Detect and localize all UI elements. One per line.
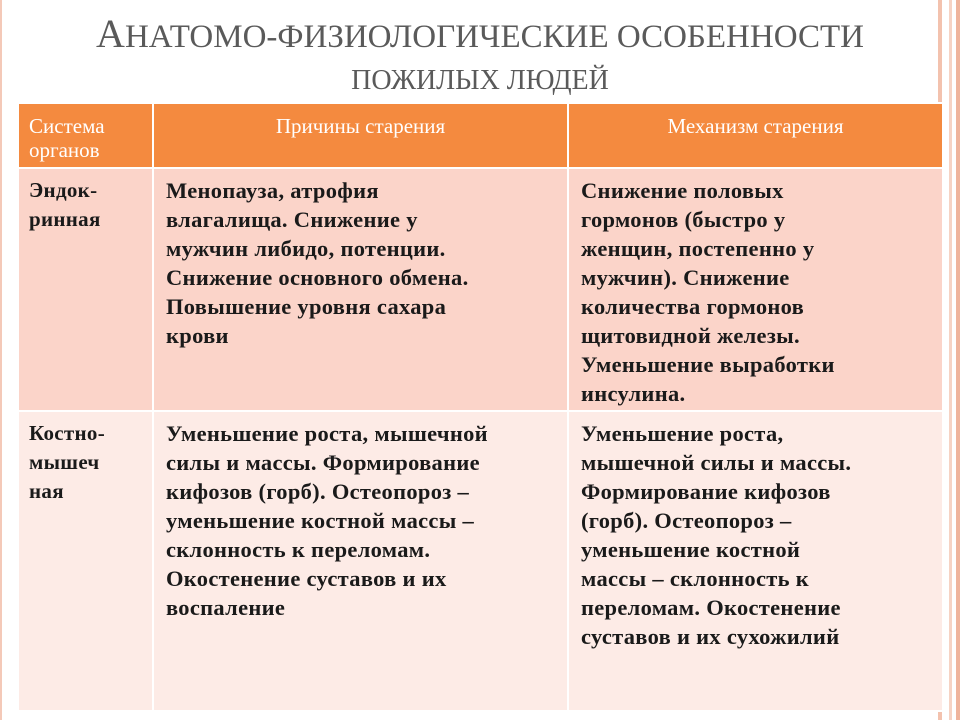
cell-text: Повышение уровня сахара	[166, 294, 447, 319]
cell-text: Уменьшение выработки	[581, 352, 835, 377]
cell-text: Снижение половых	[581, 178, 784, 203]
cell-text: инсулина.	[581, 381, 686, 406]
cell-text: склонность к переломам.	[166, 537, 431, 562]
right-decorative-stripe	[956, 0, 960, 720]
cell-text: кифозов (горб). Остеопороз –	[166, 479, 470, 504]
cell-system	[18, 168, 153, 411]
cell-mechanism	[568, 411, 943, 711]
cell-text: Уменьшение роста,	[581, 421, 784, 446]
cell-text: Окостенение суставов и их	[166, 566, 447, 591]
cell-text: уменьшение костной массы –	[166, 508, 475, 533]
header-causes: Причины старения	[153, 103, 568, 168]
cell-text: Уменьшение роста, мышечной	[166, 421, 488, 446]
slide-title	[0, 12, 960, 103]
cell-text: мышечной силы и массы.	[581, 450, 852, 475]
cell-text: щитовидной железы.	[581, 323, 800, 348]
header-text: Система	[29, 114, 105, 138]
cell-text: силы и массы. Формирование	[166, 450, 480, 475]
cell-text: массы – склонность к	[581, 566, 809, 591]
cell-text: гормонов (быстро у	[581, 207, 786, 232]
cell-text: крови	[166, 323, 229, 348]
cell-text: Менопауза, атрофия	[166, 178, 379, 203]
cell-text: суставов и их сухожилий	[581, 624, 840, 649]
cell-causes	[153, 168, 568, 411]
title-initial: А	[96, 11, 125, 56]
header-mechanism: Механизм старения	[568, 103, 943, 168]
cell-text: Формирование кифозов	[581, 479, 831, 504]
title-line-2: ПОЖИЛЫХ ЛЮДЕЙ	[351, 65, 609, 96]
cell-causes	[153, 411, 568, 711]
cell-text: влагалища. Снижение у	[166, 207, 418, 232]
cell-text: уменьшение костной	[581, 537, 801, 562]
title-line-1-text: НАТОМО-ФИЗИОЛОГИЧЕСКИЕ ОСОБЕННОСТИ	[124, 19, 864, 55]
cell-text: ринная	[29, 207, 101, 231]
cell-text: Снижение основного обмена.	[166, 265, 469, 290]
cell-text: ная	[29, 479, 64, 503]
cell-text: Эндок-	[29, 178, 98, 202]
cell-system	[18, 411, 153, 711]
table-row	[18, 411, 943, 711]
cell-text: мужчин). Снижение	[581, 265, 790, 290]
cell-text: количества гормонов	[581, 294, 805, 319]
header-organ-system	[18, 103, 153, 168]
left-decorative-rule	[0, 0, 2, 720]
title-line-1	[0, 12, 960, 59]
aging-features-table	[17, 102, 944, 712]
cell-mechanism	[568, 168, 943, 411]
cell-text: мужчин либидо, потенции.	[166, 236, 446, 261]
header-text: органов	[29, 138, 100, 162]
table-header-row	[18, 103, 943, 168]
cell-text: (горб). Остеопороз –	[581, 508, 792, 533]
cell-text: мышеч	[29, 450, 100, 474]
cell-text: переломам. Окостенение	[581, 595, 841, 620]
table-row	[18, 168, 943, 411]
cell-text: женщин, постепенно у	[581, 236, 815, 261]
cell-text: Костно-	[29, 421, 106, 445]
right-decorative-stripe	[949, 0, 952, 720]
cell-text: воспаление	[166, 595, 286, 620]
